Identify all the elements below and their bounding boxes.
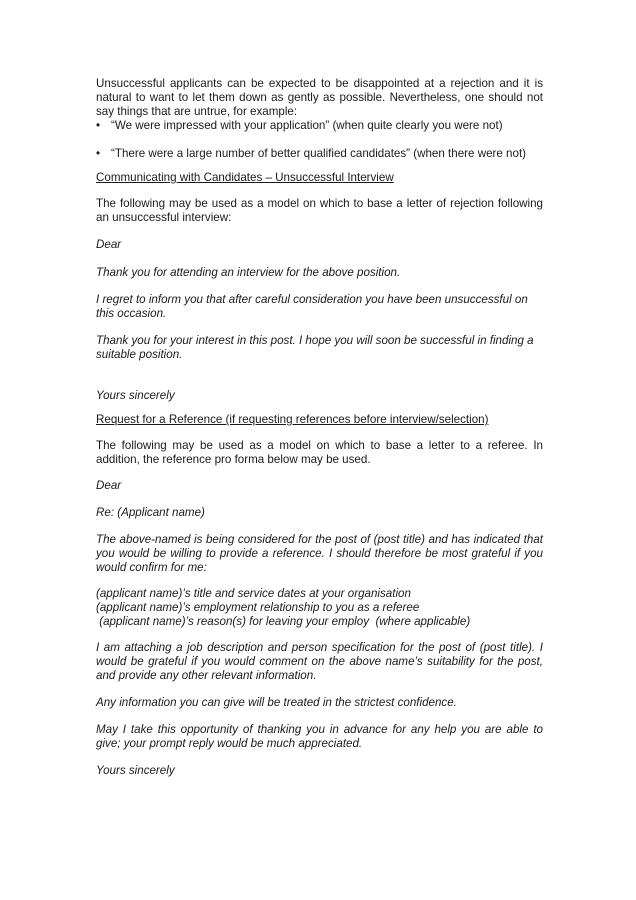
- bullet-text: “We were impressed with your application” (when quite clearly you were not): [111, 119, 503, 132]
- bullet-item: [96, 119, 543, 133]
- reference-confirm-list: [96, 587, 543, 629]
- document-page: [96, 77, 543, 778]
- reference-paragraph: The above-named is being considered for the post of (post title) and has indicated that you would be willing to provide a reference. I should therefore be most grateful if you would confirm for me:: [96, 533, 543, 574]
- example-bullet-list: [96, 119, 543, 161]
- bullet-icon: •: [96, 119, 101, 132]
- reference-intro: The following may be used as a model on which to base a letter to a referee. In addition, the reference pro forma below may be used.: [96, 439, 543, 466]
- section-heading-unsuccessful-interview: Communicating with Candidates – Unsuccessful Interview: [96, 171, 394, 184]
- reference-paragraph: May I take this opportunity of thanking you in advance for any help you are able to give; your prompt reply would be much appreciated.: [96, 723, 543, 750]
- reference-paragraph: I am attaching a job description and person specification for the post of (post title). I would be grateful if you would comment on the above name’s suitability for the post, and provide any other relevant information.: [96, 641, 543, 682]
- intro-paragraph: Unsuccessful applicants can be expected to be disappointed at a rejection and it is natural to want to let them down as gently as possible. Nevertheless, one should not say things that are untrue, for example:: [96, 77, 543, 118]
- reference-signoff: Yours sincerely: [96, 764, 175, 777]
- reference-salutation: Dear: [96, 479, 122, 492]
- rejection-salutation: Dear: [96, 238, 122, 251]
- bullet-item: [96, 147, 543, 161]
- rejection-intro: The following may be used as a model on which to base a letter of rejection following an unsuccessful interview:: [96, 197, 543, 224]
- bullet-text: “There were a large number of better qualified candidates” (when there were not): [111, 147, 527, 160]
- reference-paragraph: Any information you can give will be treated in the strictest confidence.: [96, 696, 457, 709]
- rejection-line: Thank you for your interest in this post. I hope you will soon be successful in finding a suitable position.: [96, 334, 534, 361]
- confirm-item: (applicant name)’s employment relationship to you as a referee: [96, 601, 420, 614]
- section-heading-reference-request: Request for a Reference (if requesting references before interview/selection): [96, 413, 489, 426]
- confirm-item: (applicant name)’s reason(s) for leaving your employ (where applicable): [96, 615, 471, 628]
- rejection-line: I regret to inform you that after careful consideration you have been unsuccessful on this occasion.: [96, 293, 528, 320]
- bullet-icon: •: [96, 147, 101, 160]
- reference-re-line: Re: (Applicant name): [96, 506, 205, 519]
- confirm-item: (applicant name)’s title and service dates at your organisation: [96, 587, 411, 600]
- rejection-signoff: Yours sincerely: [96, 389, 175, 402]
- rejection-line: Thank you for attending an interview for the above position.: [96, 266, 401, 279]
